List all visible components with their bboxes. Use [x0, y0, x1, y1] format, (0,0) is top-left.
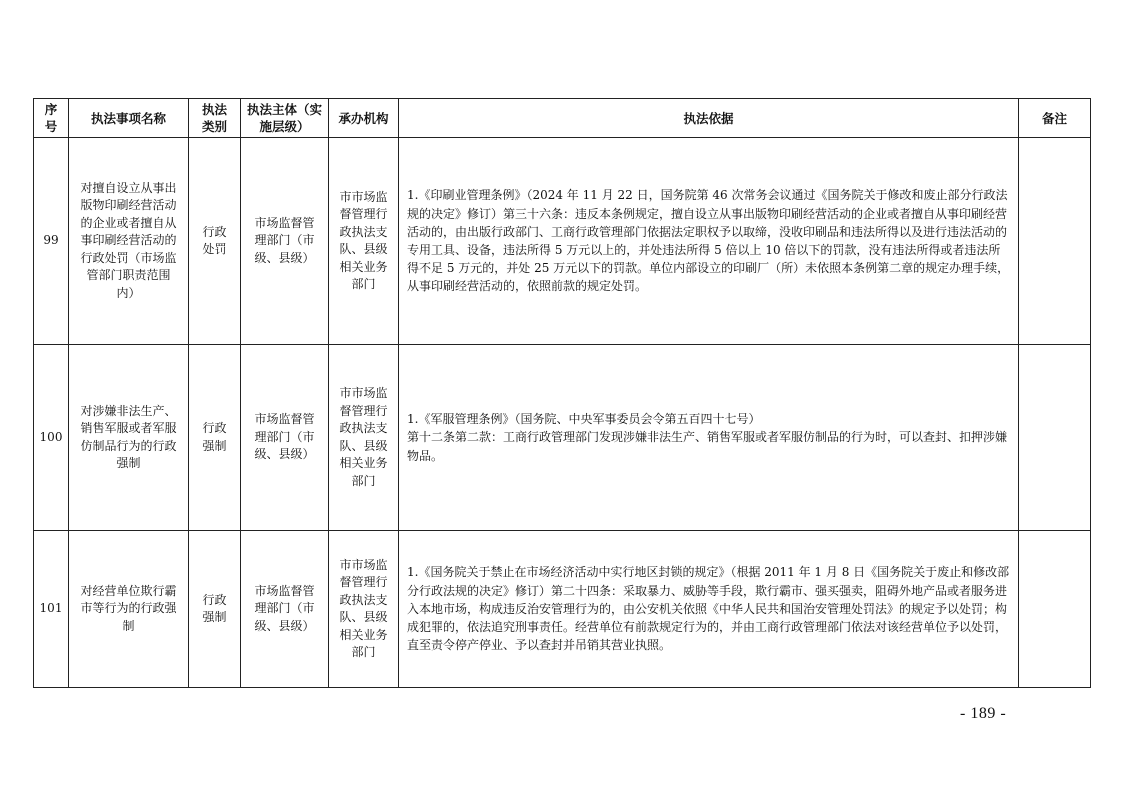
cell-item-name: 对涉嫌非法生产、销售军服或者军服仿制品行为的行政强制: [69, 345, 189, 531]
cell-category: 行政处罚: [189, 138, 241, 345]
basis-paragraph: 1.《国务院关于禁止在市场经济活动中实行地区封锁的规定》（根据 2011 年 1 月 8 日《国务院关于废止和修改部分行政法规的决定》修订）第二十四条：采取暴力、威胁等手段，欺行霸市、强买强卖，阻碍外地产品或者服务进入本地市场，构成违反治安管理行为的，由公安机关依照《中华人民共和国治安管理处罚法》的规定予以处罚；构成犯罪的，依法追究刑事责任。经营单位有前款规定行为的，并由工商行政管理部门依法对该经营单位予以处罚，直至责令停产停业、予以查封并吊销其营业执照。: [407, 565, 1010, 653]
cell-remark: [1019, 138, 1091, 345]
basis-paragraph: 1.《军服管理条例》（国务院、中央军事委员会令第五百四十七号）: [407, 412, 761, 427]
cell-remark: [1019, 531, 1091, 688]
header-basis: 执法依据: [399, 99, 1019, 138]
cell-agency: 市市场监督管理行政执法支队、县级相关业务部门: [329, 138, 399, 345]
header-seq: 序号: [34, 99, 69, 138]
page-number: - 189 -: [960, 705, 1007, 722]
table-row: [34, 138, 1091, 345]
basis-paragraph: 1.《印刷业管理条例》（2024 年 11 月 22 日，国务院第 46 次常务会议通过《国务院关于修改和废止部分行政法规的决定》修订）第三十六条：违反本条例规定，擅自设立从事出版物印刷经营活动的企业或者擅自从事印刷经营活动的，由出版行政部门、工商行政管理部门依据法定职权予以取缔，没收印刷品和违法所得以及进行违法活动的专用工具、设备，违法所得 5 万元以上的，并处违法所得 5 倍以上 10 倍以下的罚款，没有违法所得或者违法所得不足 5 万元的，并处 25 万元以下的罚款。单位内部设立的印刷厂（所）未依照本条例第二章的规定办理手续，从事印刷经营活动的，依照前款的规定处罚。: [407, 188, 1010, 294]
header-row: [34, 99, 1091, 138]
cell-agency: 市市场监督管理行政执法支队、县级相关业务部门: [329, 531, 399, 688]
cell-item-name: 对擅自设立从事出版物印刷经营活动的企业或者擅自从事印刷经营活动的行政处罚（市场监管部门职责范围内）: [69, 138, 189, 345]
basis-paragraph: 第十二条第二款：工商行政管理部门发现涉嫌非法生产、销售军服或者军服仿制品的行为时，可以查封、扣押涉嫌物品。: [407, 430, 1008, 463]
cell-basis: [399, 138, 1019, 345]
cell-category: 行政强制: [189, 531, 241, 688]
cell-seq: 99: [34, 138, 69, 345]
header-remark: 备注: [1019, 99, 1091, 138]
cell-remark: [1019, 345, 1091, 531]
cell-agency: 市市场监督管理行政执法支队、县级相关业务部门: [329, 345, 399, 531]
header-item-name: 执法事项名称: [69, 99, 189, 138]
header-category: 执法类别: [189, 99, 241, 138]
header-agency: 承办机构: [329, 99, 399, 138]
cell-category: 行政强制: [189, 345, 241, 531]
table-row: [34, 531, 1091, 688]
cell-basis: [399, 531, 1019, 688]
cell-item-name: 对经营单位欺行霸市等行为的行政强制: [69, 531, 189, 688]
table-row: [34, 345, 1091, 531]
cell-basis: [399, 345, 1019, 531]
cell-seq: 100: [34, 345, 69, 531]
enforcement-items-table: [33, 98, 1091, 688]
cell-subject: 市场监督管理部门（市级、县级）: [241, 531, 329, 688]
cell-seq: 101: [34, 531, 69, 688]
cell-subject: 市场监督管理部门（市级、县级）: [241, 345, 329, 531]
cell-subject: 市场监督管理部门（市级、县级）: [241, 138, 329, 345]
header-subject: 执法主体（实施层级）: [241, 99, 329, 138]
